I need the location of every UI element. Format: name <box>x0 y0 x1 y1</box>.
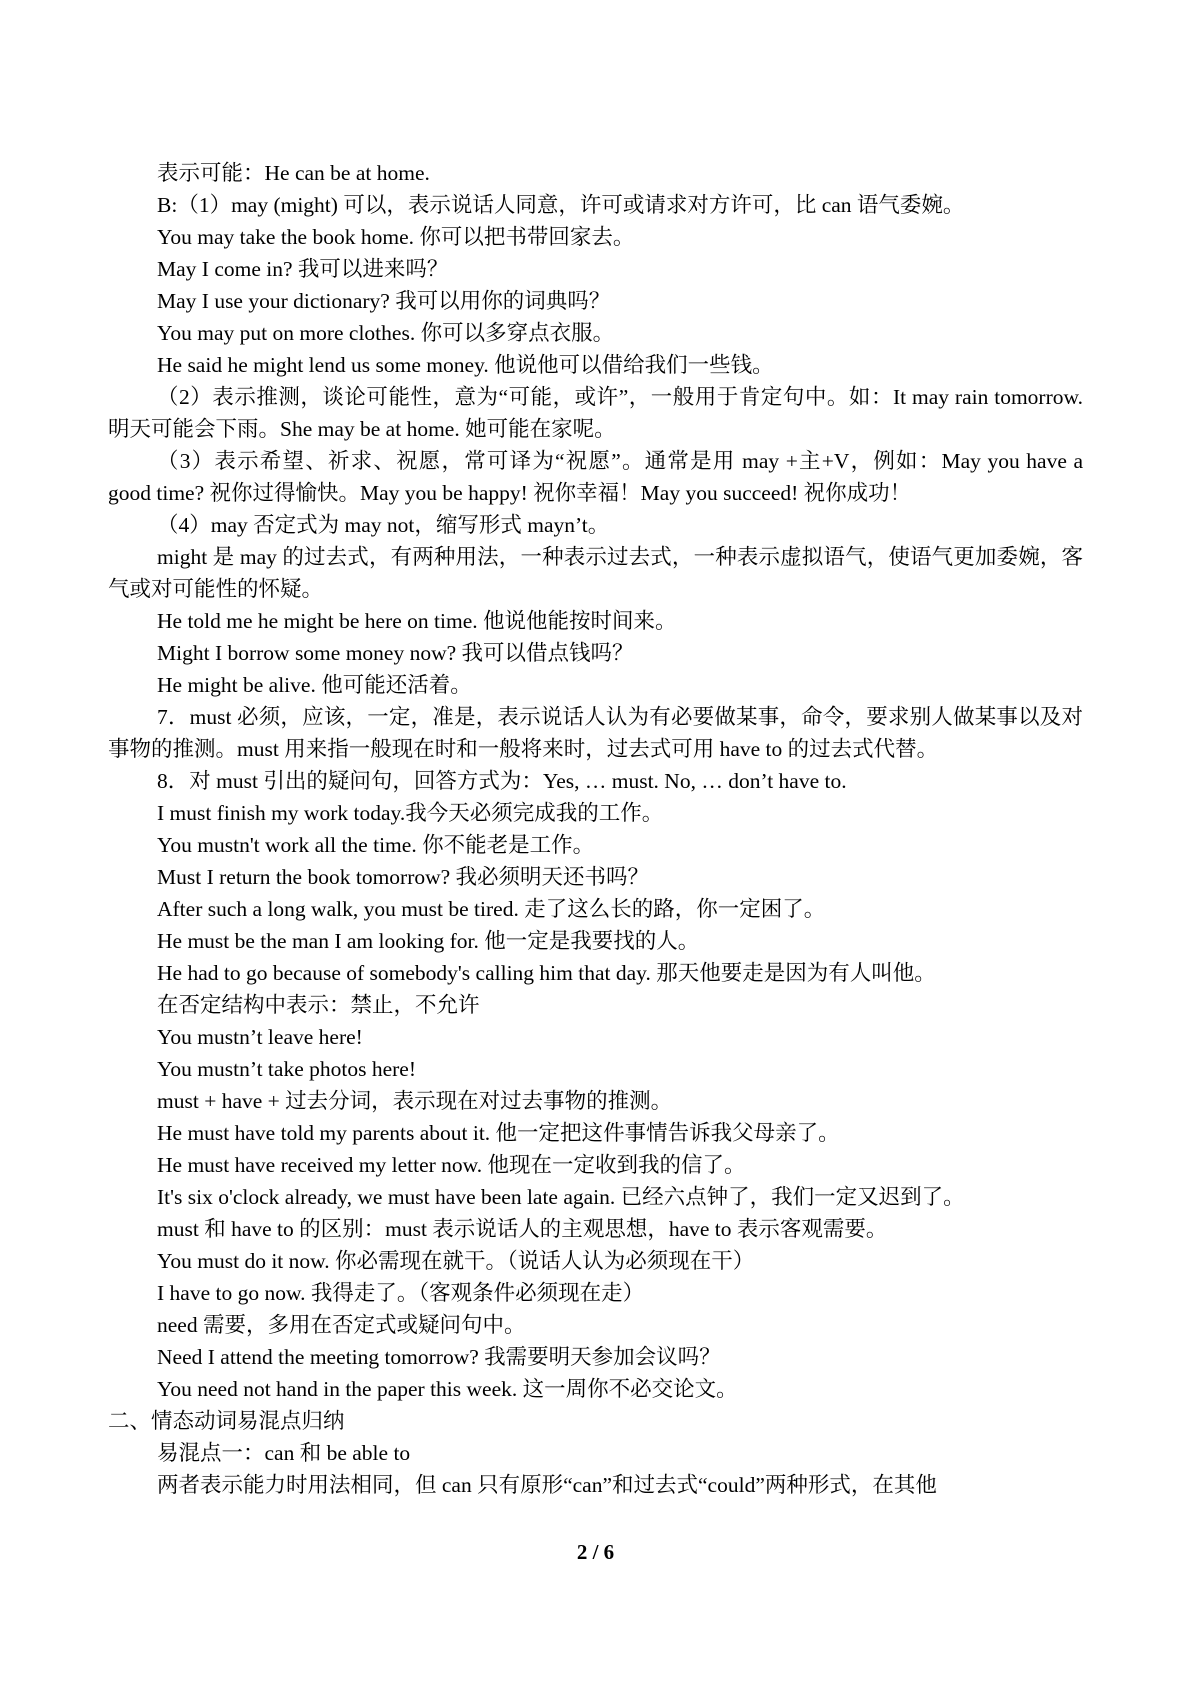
paragraph: I have to go now. 我得走了。（客观条件必须现在走） <box>157 1281 645 1305</box>
paragraph: （4）may 否定式为 may not，缩写形式 mayn’t。 <box>157 513 610 537</box>
paragraph: 两者表示能力时用法相同，但 can 只有原形“can”和过去式“could”两种形式，在其他 <box>157 1473 937 1497</box>
paragraph: （3）表示希望、祈求、祝愿，常可译为“祝愿”。通常是用 may +主+V，例如：May you have a good time? 祝你过得愉快。May you be happy! 祝你幸福！May you succeed! 祝你成功！ <box>108 449 1083 505</box>
paragraph: After such a long walk, you must be tired. 走了这么长的路，你一定困了。 <box>157 897 826 921</box>
paragraph: must + have + 过去分词，表示现在对过去事物的推测。 <box>157 1089 673 1113</box>
paragraph: He said he might lend us some money. 他说他可以借给我们一些钱。 <box>157 353 774 377</box>
paragraph: He had to go because of somebody's calling him that day. 那天他要走是因为有人叫他。 <box>157 961 936 985</box>
paragraph: He must have told my parents about it. 他一定把这件事情告诉我父母亲了。 <box>157 1121 840 1145</box>
paragraph: 在否定结构中表示：禁止，不允许 <box>157 993 480 1017</box>
paragraph: You must do it now. 你必需现在就干。（说话人认为必须现在干） <box>157 1249 755 1273</box>
paragraph: It's six o'clock already, we must have been late again. 已经六点钟了，我们一定又迟到了。 <box>157 1185 965 1209</box>
paragraph: need 需要，多用在否定式或疑问句中。 <box>157 1313 526 1337</box>
paragraph: Need I attend the meeting tomorrow? 我需要明天参加会议吗？ <box>157 1345 721 1369</box>
paragraph: Might I borrow some money now? 我可以借点钱吗？ <box>157 641 634 665</box>
paragraph: You mustn’t leave here! <box>157 1025 363 1049</box>
paragraph: 易混点一：can 和 be able to <box>157 1441 411 1465</box>
paragraph: You mustn’t take photos here! <box>157 1057 416 1081</box>
section-heading: 二、情态动词易混点归纳 <box>108 1409 345 1433</box>
paragraph: He must have received my letter now. 他现在一定收到我的信了。 <box>157 1153 746 1177</box>
paragraph: 表示可能：He can be at home. <box>157 161 430 185</box>
paragraph: You may put on more clothes. 你可以多穿点衣服。 <box>157 321 615 345</box>
paragraph: You mustn't work all the time. 你不能老是工作。 <box>157 833 595 857</box>
paragraph: He told me he might be here on time. 他说他能按时间来。 <box>157 609 677 633</box>
paragraph: He must be the man I am looking for. 他一定是我要找的人。 <box>157 929 700 953</box>
paragraph: must 和 have to 的区别：must 表示说话人的主观思想，have to 表示客观需要。 <box>157 1217 888 1241</box>
paragraph: I must finish my work today.我今天必须完成我的工作。 <box>157 801 664 825</box>
paragraph: You may take the book home. 你可以把书带回家去。 <box>157 225 635 249</box>
paragraph: He might be alive. 他可能还活着。 <box>157 673 472 697</box>
paragraph: B:（1）may (might) 可以，表示说话人同意，许可或请求对方许可，比 can 语气委婉。 <box>157 193 965 217</box>
document-body <box>108 157 1083 1501</box>
paragraph: （2）表示推测，谈论可能性，意为“可能，或许”，一般用于肯定句中。如：It may rain tomorrow. 明天可能会下雨。She may be at home. 她可能在家呢。 <box>108 385 1083 441</box>
paragraph: 7．must 必须，应该，一定，准是，表示说话人认为有必要做某事，命令，要求别人做某事以及对事物的推测。must 用来指一般现在时和一般将来时，过去式可用 have to 的过去式代替。 <box>108 705 1083 761</box>
paragraph: might 是 may 的过去式，有两种用法，一种表示过去式，一种表示虚拟语气，使语气更加委婉，客气或对可能性的怀疑。 <box>108 545 1083 601</box>
paragraph: May I use your dictionary? 我可以用你的词典吗？ <box>157 289 611 313</box>
paragraph: 8．对 must 引出的疑问句，回答方式为：Yes, … must. No, … don’t have to. <box>157 769 847 793</box>
paragraph: You need not hand in the paper this week. 这一周你不必交论文。 <box>157 1377 738 1401</box>
page-number: 2 / 6 <box>576 1540 615 1564</box>
paragraph: May I come in? 我可以进来吗？ <box>157 257 449 281</box>
paragraph: Must I return the book tomorrow? 我必须明天还书吗？ <box>157 865 650 889</box>
